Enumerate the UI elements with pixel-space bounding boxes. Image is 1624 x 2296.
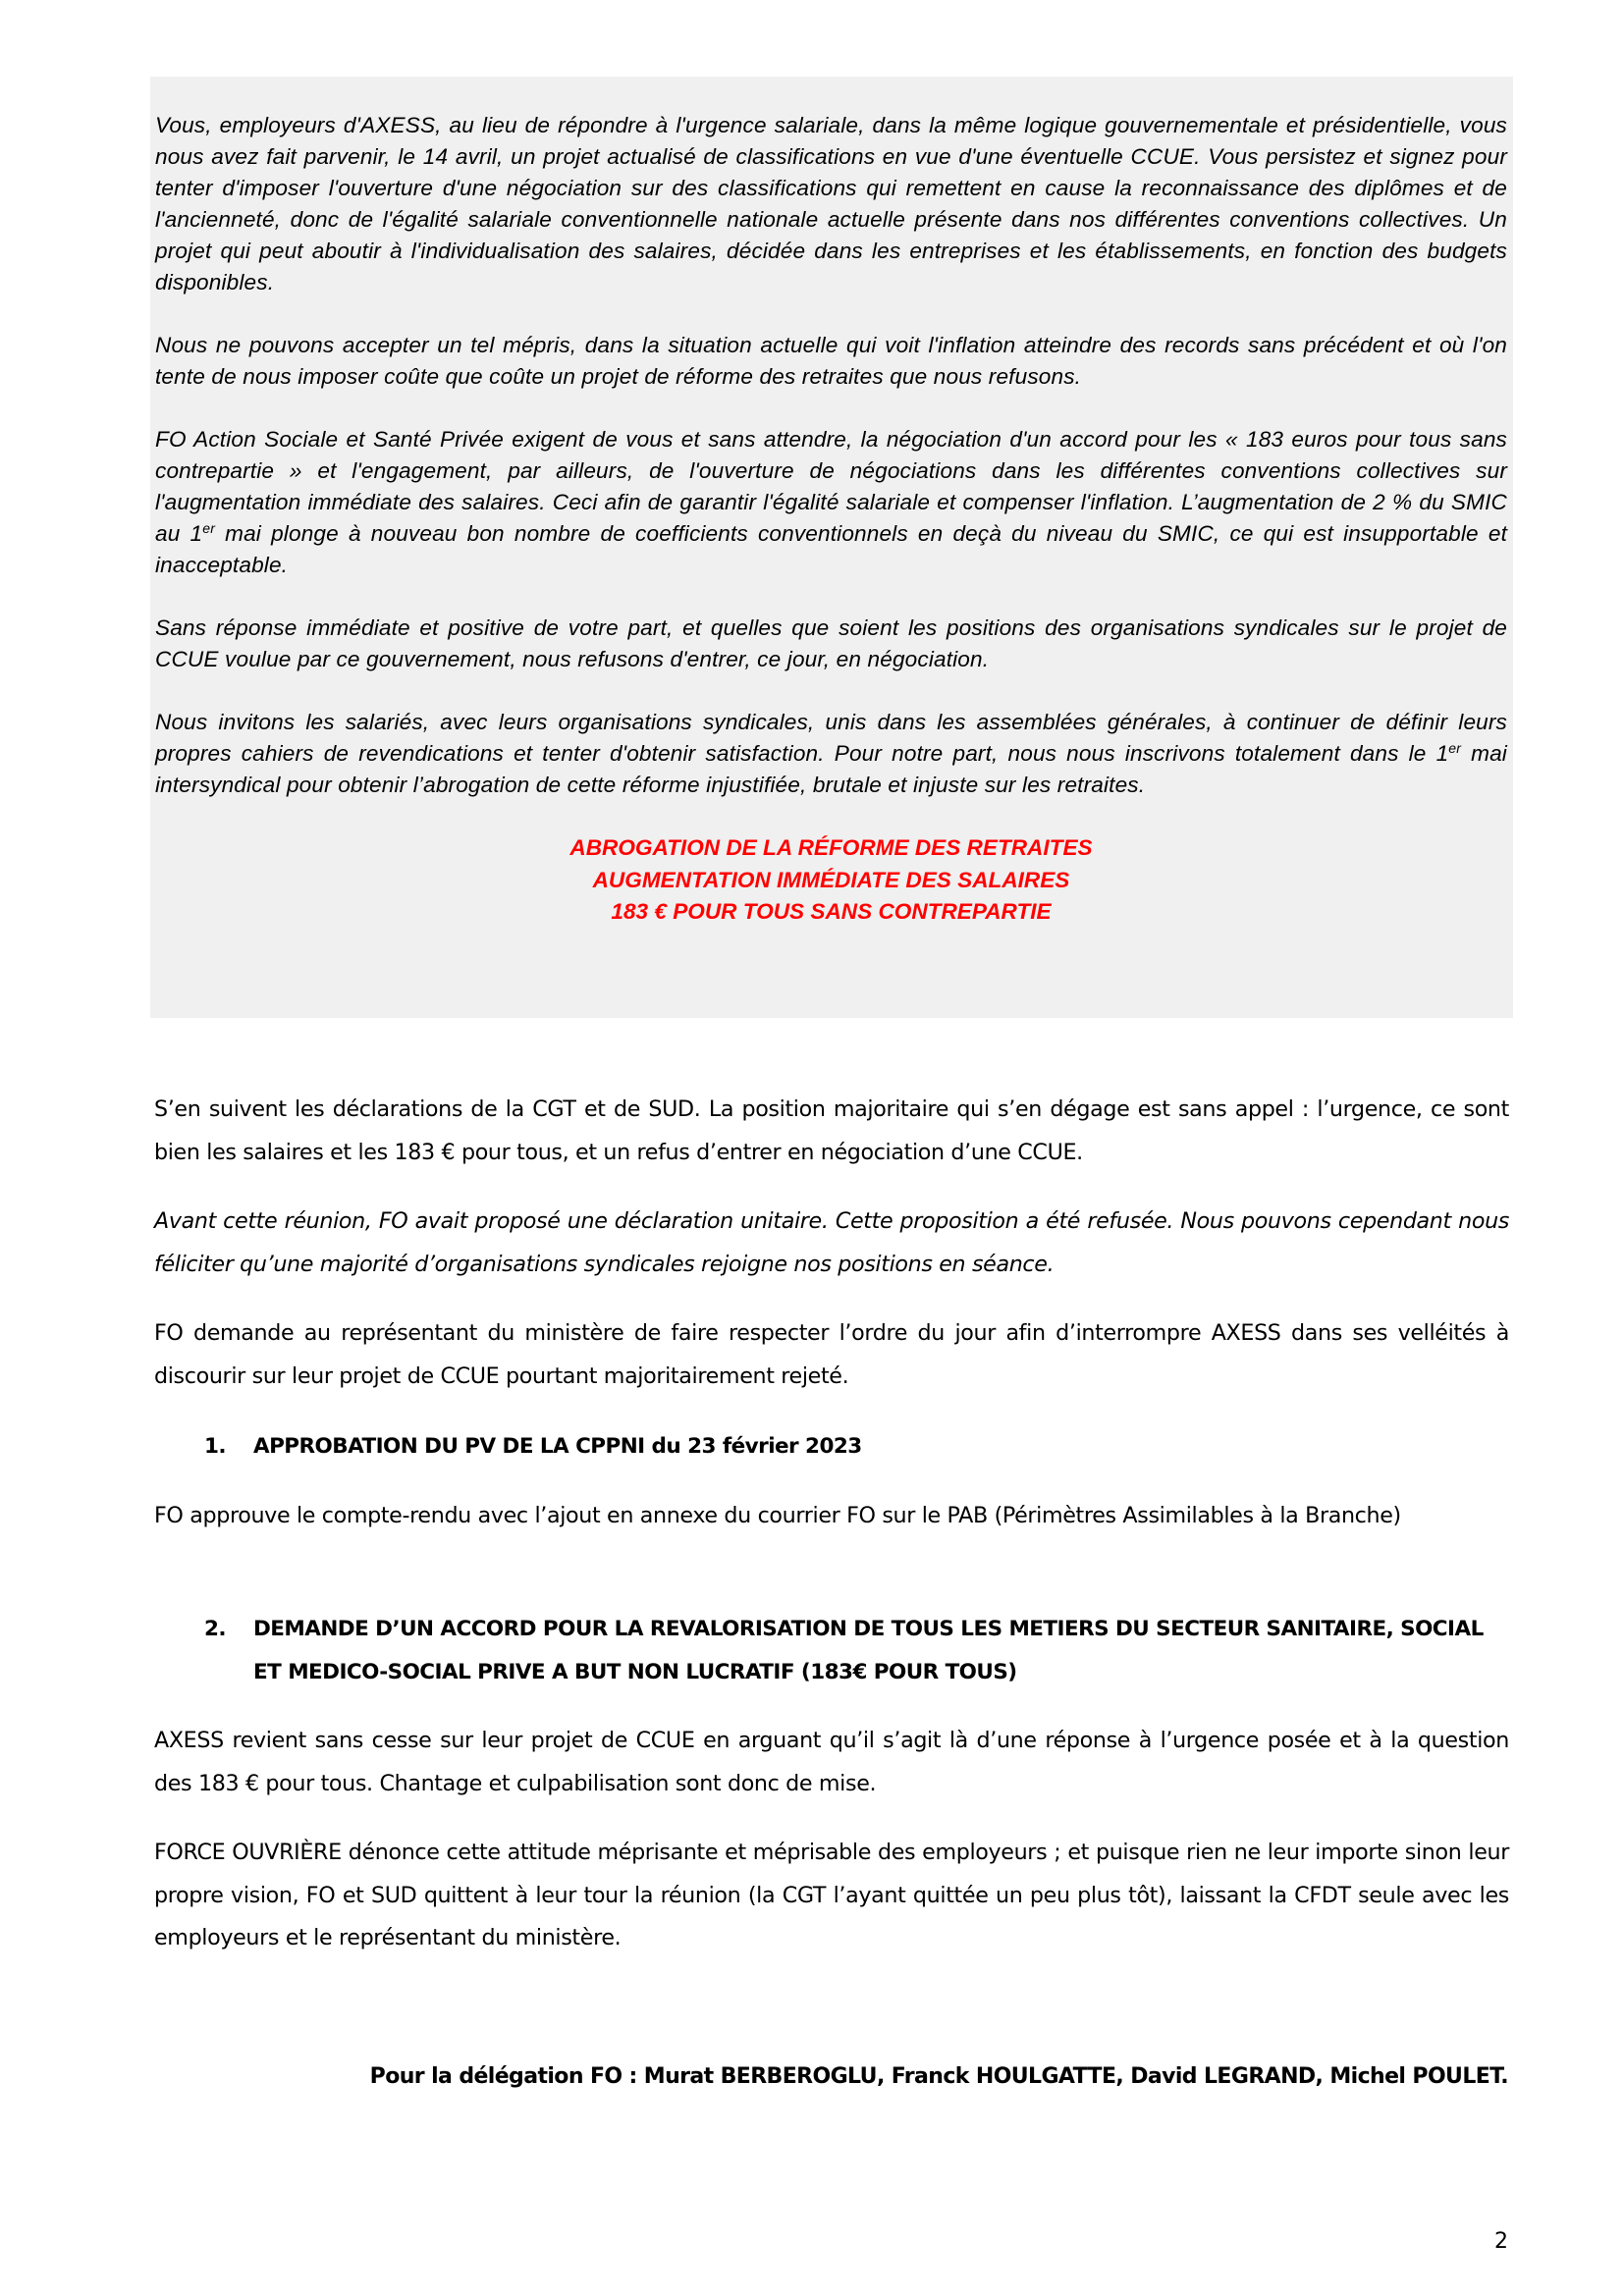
declaration-text: mai intersyndical pour obtenir l’abrogation de cette réforme injustifiée, brutale et injuste sur les retraites.: [155, 741, 1507, 797]
declaration-text: Nous invitons les salariés, avec leurs organisations syndicales, unis dans les assemblées générales, à continuer de définir leurs propres cahiers de revendications et tenter d'obtenir satisfaction. Pour notre part, nous nous inscrivons totalement dans le 1: [155, 710, 1507, 766]
declaration-paragraph: [155, 707, 1507, 801]
declaration-paragraph: Nous ne pouvons accepter un tel mépris, dans la situation actuelle qui voit l'inflation atteindre des records sans précédent et où l'on tente de nous imposer coûte que coûte un projet de réforme des retraites que nous refusons.: [155, 333, 1507, 389]
body-paragraph: FO approuve le compte-rendu avec l’ajout en annexe du courrier FO sur le PAB (Périmètres Assimilables à la Branche): [154, 1503, 1401, 1528]
declaration-text: FO Action Sociale et Santé Privée exigent de vous et sans attendre, la négociation d'un accord pour les « 183 euros pour tous sans contrepartie » et l'engagement, par ailleurs, de l'ouverture de négociations dans les différentes conventions collectives sur l'augmentation immédiate des salaires. Ceci afin de garantir l'égalité salariale et compenser l'inflation. L’augmentation de 2 % du SMIC au 1: [155, 427, 1507, 546]
section-title: APPROBATION DU PV DE LA CPPNI du 23 février 2023: [253, 1434, 862, 1459]
section-heading-2: [204, 1608, 1510, 1693]
declaration-paragraph: Vous, employeurs d'AXESS, au lieu de répondre à l'urgence salariale, dans la même logique gouvernementale et présidentielle, vous nous avez fait parvenir, le 14 avril, un projet actualisé de classifications en vue d'une éventuelle CCUE. Vous persistez et signez pour tenter d'imposer l'ouverture d'une négociation sur des classifications qui remettent en cause la reconnaissance des diplômes et de l'ancienneté, donc de l'égalité salariale conventionnelle nationale actuelle présente dans nos différentes conventions collectives. Un projet qui peut aboutir à l'individualisation des salaires, décidée dans les entreprises et les établissements, en fonction des budgets disponibles.: [155, 113, 1507, 294]
body-paragraph: AXESS revient sans cesse sur leur projet de CCUE en arguant qu’il s’agit là d’une réponse à l’urgence posée et à la question des 183 € pour tous. Chantage et culpabilisation sont donc de mise.: [154, 1728, 1509, 1796]
declaration-paragraph: [155, 424, 1507, 581]
section-number: 1.: [204, 1434, 227, 1459]
slogan: 183 € POUR TOUS SANS CONTREPARTIE: [611, 899, 1052, 924]
body-paragraph: S’en suivent les déclarations de la CGT et de SUD. La position majoritaire qui s’en dégage est sans appel : l’urgence, ce sont bien les salaires et les 183 € pour tous, et un refus d’entrer en négociation d’une CCUE.: [154, 1096, 1509, 1165]
body-paragraph-italic: Avant cette réunion, FO avait proposé une déclaration unitaire. Cette proposition a été refusée. Nous pouvons cependant nous féliciter qu’une majorité d’organisations syndicales rejoigne nos positions en séance.: [154, 1208, 1509, 1277]
section-title: DEMANDE D’UN ACCORD POUR LA REVALORISATION DE TOUS LES METIERS DU SECTEUR SANITAIRE, SOCIAL ET MEDICO-SOCIAL PRIVE A BUT NON LUCRATIF (183€ POUR TOUS): [253, 1617, 1484, 1684]
slogan: ABROGATION DE LA RÉFORME DES RETRAITES: [569, 835, 1093, 860]
declaration-text: mai plonge à nouveau bon nombre de coefficients conventionnels en deçà du niveau du SMIC, ce qui est insupportable et inacceptable.: [155, 521, 1507, 577]
declaration-box: [150, 77, 1513, 1018]
signature: Pour la délégation FO : Murat BERBEROGLU, Franck HOULGATTE, David LEGRAND, Michel POULET.: [369, 2064, 1508, 2089]
section-number: 2.: [204, 1617, 227, 1641]
superscript: er: [1448, 740, 1462, 756]
declaration-paragraph: Sans réponse immédiate et positive de votre part, et quelles que soient les positions des organisations syndicales sur le projet de CCUE voulue par ce gouvernement, nous refusons d'entrer, ce jour, en négociation.: [155, 615, 1507, 671]
body-paragraph: FO demande au représentant du ministère de faire respecter l’ordre du jour afin d’interrompre AXESS dans ses velléités à discourir sur leur projet de CCUE pourtant majoritairement rejeté.: [154, 1320, 1509, 1389]
slogans: [155, 832, 1507, 929]
body-paragraph: FORCE OUVRIÈRE dénonce cette attitude méprisante et méprisable des employeurs ; et puisque rien ne leur importe sinon leur propre vision, FO et SUD quittent à leur tour la réunion (la CGT l’ayant quittée un peu plus tôt), laissant la CFDT seule avec les employeurs et le représentant du ministère.: [154, 1840, 1509, 1951]
section-heading-1: [204, 1425, 1510, 1468]
slogan: AUGMENTATION IMMÉDIATE DES SALAIRES: [592, 867, 1070, 892]
page-number: 2: [1494, 2229, 1508, 2254]
superscript: er: [202, 520, 216, 536]
